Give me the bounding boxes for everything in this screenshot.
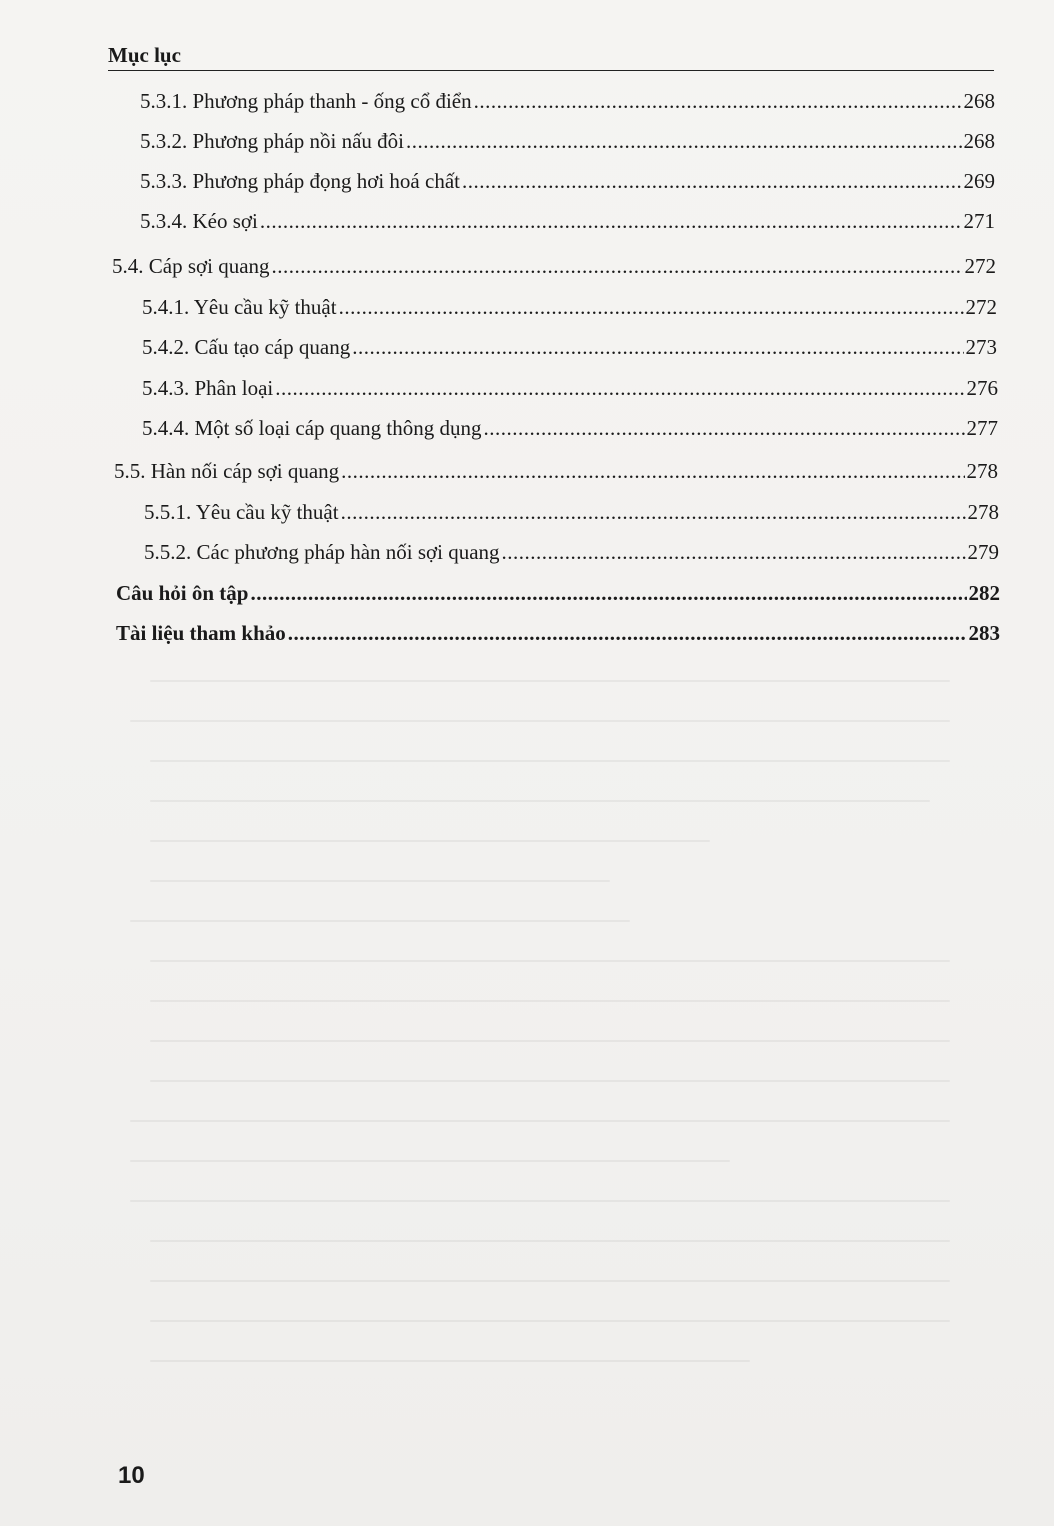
toc-entry-page: 268 — [963, 89, 995, 113]
toc-entry-label: 5.4.2. Cấu tạo cáp quang — [142, 335, 351, 359]
toc-entry-page: 279 — [967, 540, 999, 564]
toc-entry-label: 5.4. Cáp sợi quang — [112, 254, 270, 278]
page-number: 10 — [118, 1462, 145, 1489]
dot-leader — [406, 128, 962, 154]
toc-entry[interactable] — [114, 458, 998, 484]
toc-entry[interactable] — [140, 128, 995, 154]
toc-entry-page: 278 — [966, 459, 998, 483]
toc-entry-label: 5.5. Hàn nối cáp sợi quang — [114, 459, 340, 483]
toc-entry[interactable] — [142, 375, 998, 401]
dot-leader — [341, 458, 964, 484]
toc-entry-label: 5.3.2. Phương pháp nồi nấu đôi — [140, 129, 404, 153]
toc-entry[interactable] — [142, 294, 997, 320]
toc-entry-page: 277 — [966, 416, 998, 440]
toc-entry[interactable] — [116, 620, 1000, 646]
toc-entry[interactable] — [140, 88, 995, 114]
dot-leader — [341, 499, 966, 525]
dot-leader — [474, 88, 962, 114]
dot-leader — [352, 334, 963, 360]
dot-leader — [250, 580, 966, 606]
toc-entry-label: Tài liệu tham khảo — [116, 621, 286, 645]
dot-leader — [502, 539, 966, 565]
toc-entry[interactable] — [140, 168, 995, 194]
toc-entry-label: Câu hỏi ôn tập — [116, 581, 249, 605]
dot-leader — [260, 208, 962, 234]
dot-leader — [272, 253, 963, 279]
toc-entry-label: 5.3.3. Phương pháp đọng hơi hoá chất — [140, 169, 460, 193]
toc-entry-label: 5.4.4. Một số loại cáp quang thông dụng — [142, 416, 482, 440]
dot-leader — [288, 620, 967, 646]
toc-entry-page: 276 — [966, 376, 998, 400]
toc-entry-page: 271 — [963, 209, 995, 233]
dot-leader — [462, 168, 962, 194]
dot-leader — [275, 375, 964, 401]
toc-entry[interactable] — [142, 334, 997, 360]
toc-entry[interactable] — [112, 253, 996, 279]
table-of-contents — [0, 0, 1054, 700]
toc-entry-label: 5.5.1. Yêu cầu kỹ thuật — [144, 500, 339, 524]
toc-entry-page: 278 — [967, 500, 999, 524]
bleed-through-text — [0, 660, 1054, 1420]
dot-leader — [483, 415, 964, 441]
toc-entry-label: 5.5.2. Các phương pháp hàn nối sợi quang — [144, 540, 500, 564]
toc-entry-page: 269 — [963, 169, 995, 193]
toc-entry[interactable] — [144, 539, 999, 565]
toc-entry-page: 283 — [968, 621, 1000, 645]
toc-entry-page: 282 — [968, 581, 1000, 605]
toc-entry[interactable] — [144, 499, 999, 525]
toc-entry[interactable] — [116, 580, 1000, 606]
toc-entry[interactable] — [140, 208, 995, 234]
toc-entry-page: 268 — [963, 129, 995, 153]
toc-entry-label: 5.3.4. Kéo sợi — [140, 209, 258, 233]
toc-entry-page: 272 — [964, 254, 996, 278]
header-title: Mục lục — [108, 43, 181, 67]
dot-leader — [339, 294, 964, 320]
toc-entry-label: 5.4.1. Yêu cầu kỹ thuật — [142, 295, 337, 319]
toc-entry-label: 5.3.1. Phương pháp thanh - ống cổ điển — [140, 89, 472, 113]
toc-entry-page: 272 — [965, 295, 997, 319]
toc-entry-page: 273 — [965, 335, 997, 359]
toc-entry-label: 5.4.3. Phân loại — [142, 376, 274, 400]
toc-entry[interactable] — [142, 415, 998, 441]
